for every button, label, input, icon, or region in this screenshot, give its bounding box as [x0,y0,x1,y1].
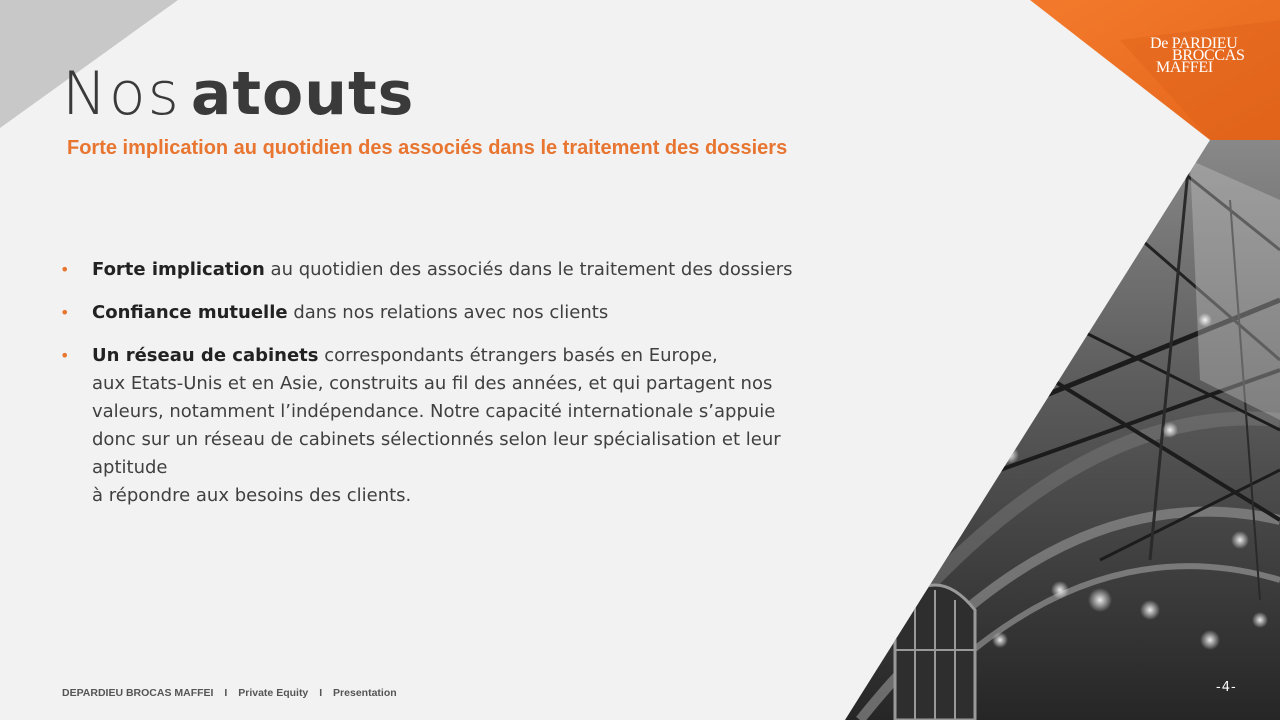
page-subtitle: Forte implication au quotidien des associés dans le traitement des dossiers [67,137,788,159]
bullet-dot-icon: • [60,303,70,322]
bullet-list [60,256,880,525]
logo-line-1: De PARDIEU [1150,35,1238,52]
bullet-item [60,256,880,284]
firm-logo [1150,35,1260,76]
bullet-dot-icon: • [60,346,70,365]
bullet-item [60,299,880,327]
slide-footer [62,687,397,699]
footer-separator: I [319,687,323,699]
building-photo [840,130,1280,720]
bullet-line: donc sur un réseau de cabinets sélectionnés selon leur spécialisation et leur [92,429,781,450]
page-title [62,56,414,132]
footer-separator: I [224,687,228,699]
bullet-bold: Forte implication [92,259,265,280]
logo-line-3: MAFFEI [1156,59,1213,76]
footer-section: Private Equity [238,687,309,699]
footer-company: DEPARDIEU BROCAS MAFFEI [62,687,214,699]
bullet-text: correspondants étrangers basés en Europe, [324,345,718,366]
page-number: -4- [1216,680,1237,695]
bullet-line: aptitude [92,457,168,478]
bullet-bold: Un réseau de cabinets [92,345,319,366]
bullet-item [60,342,880,510]
logo-line-2: BROCCAS [1172,47,1245,64]
bullet-bold: Confiance mutuelle [92,302,288,323]
footer-document: Presentation [333,687,397,699]
bullet-text: dans nos relations avec nos clients [293,302,609,323]
page-title-bold: atouts [190,59,415,129]
bullet-line: valeurs, notamment l’indépendance. Notre capacité internationale s’appuie [92,401,776,422]
bullet-line: aux Etats-Unis et en Asie, construits au fil des années, et qui partagent nos [92,373,773,394]
bullet-line: à répondre aux besoins des clients. [92,485,412,506]
bullet-text: au quotidien des associés dans le traitement des dossiers [270,259,793,280]
page-title-light: Nos [62,59,181,129]
bullet-dot-icon: • [60,260,70,279]
